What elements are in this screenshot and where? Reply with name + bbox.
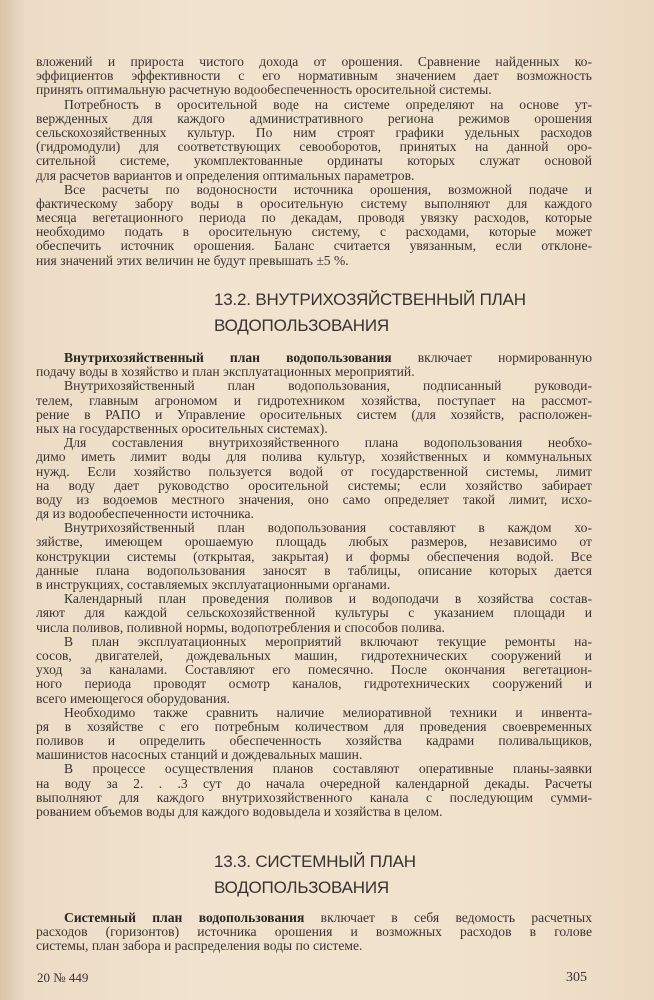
text-line (36, 911, 592, 925)
text-block-intro (36, 55, 592, 268)
text-line: месяца вегетационного периода по декадам, проводя увязку расходов, которые (36, 210, 592, 226)
text-line: рение в РАПО и Управление оросительных систем (для хозяйств, расположен- (36, 406, 592, 422)
paragraph (36, 592, 592, 635)
paragraph (36, 521, 592, 592)
line-text: включает в себя ведомость расчетных (304, 910, 592, 925)
paragraph (36, 351, 592, 379)
heading-line: ВОДОПОЛЬЗОВАНИЯ (214, 878, 389, 897)
text-block-section-13-3 (36, 911, 592, 954)
text-line: вержденных для каждого административного региона режимов орошения (36, 110, 592, 126)
text-line: расходов (горизонтов) источника орошения и возможных расходов в голове (36, 924, 592, 940)
text-line: всего имеющегося оборудования. (36, 690, 230, 706)
text-line: системы, план забора и распределения воды по системе. (36, 938, 363, 954)
text-line: Потребность в оросительной воде на системе определяют на основе ут- (64, 96, 592, 112)
paragraph (36, 98, 592, 183)
text-line: выполняют для каждого внутрихозяйственного канала с последующим сумми- (36, 789, 592, 805)
text-line: вложений и прироста чистого дохода от орошения. Сравнение найденных ко- (36, 54, 592, 69)
text-line: Внутрихозяйственный план водопользования составляют в каждом хо- (64, 520, 592, 536)
text-line: поливов и определить обеспеченность хозяйства кадрами поливальщиков, (36, 733, 592, 749)
text-line: зяйстве, имеющем орошаемую площадь любых размеров, независимо от (36, 534, 592, 550)
text-line: ния значений этих величин не будут превышать ±5 %. (36, 252, 349, 268)
bold-term: Внутрихозяйственный план водопользования (64, 350, 392, 365)
heading-line: 13.3. СИСТЕМНЫЙ ПЛАН (214, 852, 416, 871)
text-line: Необходимо также сравнить наличие мелиоративной техники и инвента- (64, 704, 592, 720)
text-line: димо иметь лимит воды для полива культур, хозяйственных и коммунальных (36, 449, 592, 465)
text-line: подачу воды в хозяйство и план эксплуатационных мероприятий. (36, 364, 415, 380)
text-line: сительной системе, укомплектованные ординаты которых служат основой (36, 153, 592, 169)
page-number: 305 (566, 970, 587, 985)
text-line: для расчетов вариантов и определения оптимальных параметров. (36, 167, 415, 183)
text-line: ного периода проводят осмотр каналов, гидротехнических сооружений и (36, 676, 592, 692)
text-line: нужд. Если хозяйство пользуется водой от государственной системы, лимит (36, 463, 592, 479)
text-line: фактическому забору воды в оросительную систему выполняют для каждого (36, 195, 592, 211)
printer-signature: 20 № 449 (37, 970, 89, 985)
text-line: необходимо подать в оросительную систему, с расходами, которые может (36, 224, 592, 240)
section-heading-13-3 (214, 849, 416, 901)
text-line: в инструкциях, составляемых эксплуатационными органами. (36, 577, 391, 592)
heading-line: ВОДОПОЛЬЗОВАНИЯ (214, 316, 389, 335)
text-line: ных на государственных оросительных системах). (36, 420, 328, 436)
bold-term: Системный план водопользования (64, 910, 305, 925)
paragraph (36, 55, 592, 98)
text-line: В процессе осуществления планов составляют оперативные планы-заявки (64, 761, 592, 777)
paragraph (36, 183, 592, 268)
text-line: воду из водоемов местного значения, оно само определяет такой лимит, исхо- (36, 491, 592, 507)
text-line: ря в хозяйстве с его потребным количеством для проведения своевременных (36, 718, 592, 734)
text-line: Для составления внутрихозяйственного плана водопользования необхо- (64, 435, 592, 451)
paragraph (36, 706, 592, 763)
text-line: рованием объемов воды для каждого водовыдела и хозяйства в целом. (36, 804, 443, 819)
text-line: эффициентов эффективности с его нормативным значением дает возможность (36, 68, 592, 84)
section-heading-13-2 (214, 287, 526, 339)
text-line: числа поливов, поливной нормы, водопотребления и способов полива. (36, 619, 445, 635)
text-line: дя из водообеспеченности источника. (36, 506, 254, 522)
text-line: телем, главным агрономом и гидротехником хозяйства, поступает на рассмот- (36, 392, 592, 408)
text-line: уход за каналами. Составляют его помесячно. После окончания вегетацион- (36, 662, 592, 678)
text-line (36, 351, 592, 365)
text-line: Календарный план проведения поливов и водоподачи в хозяйства состав- (64, 591, 592, 607)
text-line: конструкции системы (открытая, закрытая) и формы обеспечения водой. Все (36, 548, 592, 564)
paragraph (36, 436, 592, 521)
paragraph (36, 635, 592, 706)
text-line: на воду за 2. . .3 сут до начала очередной календарной декады. Расчеты (36, 775, 592, 791)
text-line: В план эксплуатационных мероприятий включают текущие ремонты на- (64, 633, 592, 649)
text-line: обеспечить источник орошения. Баланс считается увязанным, если отклоне- (36, 238, 592, 254)
text-line: сосов, двигателей, дождевальных машин, гидротехнических сооружений и (36, 647, 592, 663)
text-line: сельскохозяйственных культур. По ним строят графики удельных расходов (36, 124, 592, 140)
line-text: включает нормированную (391, 350, 592, 365)
text-line: ляют для каждой сельскохозяйственной культуры с указанием площади и (36, 605, 592, 621)
text-block-section-13-2 (36, 351, 592, 819)
text-line: (гидромодули) для соответствующих севооборотов, принятых на данной оро- (36, 139, 592, 155)
paragraph (36, 911, 592, 954)
text-line: на воду дает руководство оросительной системы; если хозяйство забирает (36, 477, 592, 493)
paragraph (36, 762, 592, 819)
text-line: Внутрихозяйственный план водопользования, подписанный руководи- (64, 378, 592, 394)
text-line: принять оптимальную расчетную водообеспеченность оросительной системы. (36, 82, 492, 98)
text-line: Все расчеты по водоносности источника орошения, возможной подаче и (64, 181, 592, 197)
heading-line: 13.2. ВНУТРИХОЗЯЙСТВЕННЫЙ ПЛАН (214, 290, 526, 309)
text-line: данные плана водопользования заносят в таблицы, описание которых дается (36, 562, 592, 578)
text-line: машинистов насосных станций и дождевальных машин. (36, 747, 363, 763)
paragraph (36, 379, 592, 436)
